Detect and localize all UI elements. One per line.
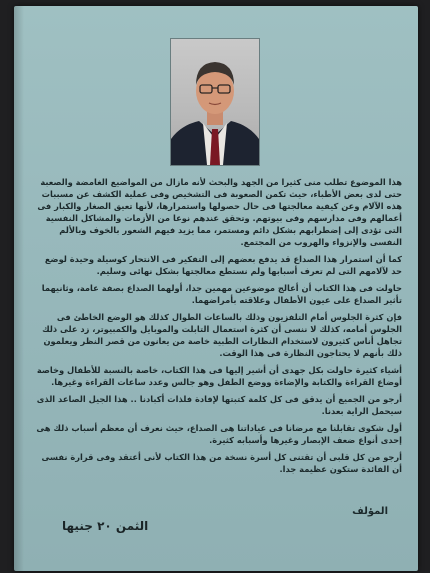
paragraph: أول شكوى تقابلنا مع مرضانا فى عياداتنا هى الصداع، حيث نعرف أن معظم أسباب ذلك هى إحدى أنواع ضعف الإبصار وغيرها وأسبابه كثيرة. xyxy=(36,423,402,445)
author-portrait-illustration xyxy=(171,39,259,165)
paragraph: كما أن استمرار هذا الصداع قد يدفع بعضهم إلى التفكير فى الانتحار كوسيلة وحيدة لوضع حد لآلامهم التى لم تعرف أسبابها ولم نستطع معالجتها بشكل نهائى وسليم. xyxy=(44,254,402,276)
paragraph: أشياء كثيرة حاولت بكل جهدى أن أشير إليها فى هذا الكتاب، خاصة بالنسبة للأطفال وخاصة أوضاع القراءة والكتابة والإضاءة ووضع الطفل وهو جالس وعدد ساعات القراءة وغيرها. xyxy=(36,365,402,387)
paragraph: أرجو من الجميع أن يدقق فى كل كلمة كتبتها لإفادة فلذات أكبادنا .. هذا الجيل الصاعد الذى سيحمل الراية بعدنا. xyxy=(36,394,402,416)
paragraph: حاولت فى هذا الكتاب أن أعالج موضوعين مهمين جدا، أولهما الصداع بصفة عامة، وثانيهما تأثير الصداع على عيون الأطفال وعلاقته بأمراضهما. xyxy=(41,283,402,305)
back-cover-text xyxy=(32,176,402,480)
cover-edge-shadow xyxy=(14,6,24,571)
paragraph: فإن كثرة الجلوس أمام التلفزيون وذلك بالساعات الطوال كذلك هو الوضع الخاطئ فى الجلوس أمامه، كذلك لا ننسى أن كثرة استعمال التابلت والموبايل والكمبيوتر، زد على ذلك تجاهل أناس كثيرون لاستخدام النظارات الطبية خاصة من يعانون من قصر النظر ويعلمون ذلك بأنهم لا يحتاجون النظارة فى هذا الوقت. xyxy=(42,312,402,358)
price-label: الثمن ٢٠ جنيها xyxy=(62,519,149,533)
author-signature: المؤلف xyxy=(352,506,388,517)
paragraph: هذا الموضوع تطلب منى كثيرا من الجهد والبحث لأنه مازال من المواضيع الغامضة والصعبة حتى لدى بعض الأطباء، حيث تكمن الصعوبة فى التشخيص وفى عملية الكشف عن مسببات هذه الآلام وعن كيفية معالجتها فى حال حصولها واستمرارها، لأنها تعيق الصغار والكبار فى أعمالهم وفى مدارسهم وفى بيوتهم. وتحقق عندهم نوعا من الأزمات والمشاكل النفسية التى تؤدى إلى إضطرابهم بشكل دائم ومستمر، مما يزيد فيهم الشعور بالخوف وبالألم النفسى والإنزواء والهروب من المجتمع. xyxy=(37,177,402,247)
paragraph: أرجو من كل قلبى أن تقتنى كل أسرة نسخة من هذا الكتاب لأنى أعتقد وفى قرارة نفسى أن الفائدة ستكون عظيمة جدا. xyxy=(41,452,402,474)
author-photo xyxy=(170,38,260,166)
book-back-cover xyxy=(14,6,418,571)
